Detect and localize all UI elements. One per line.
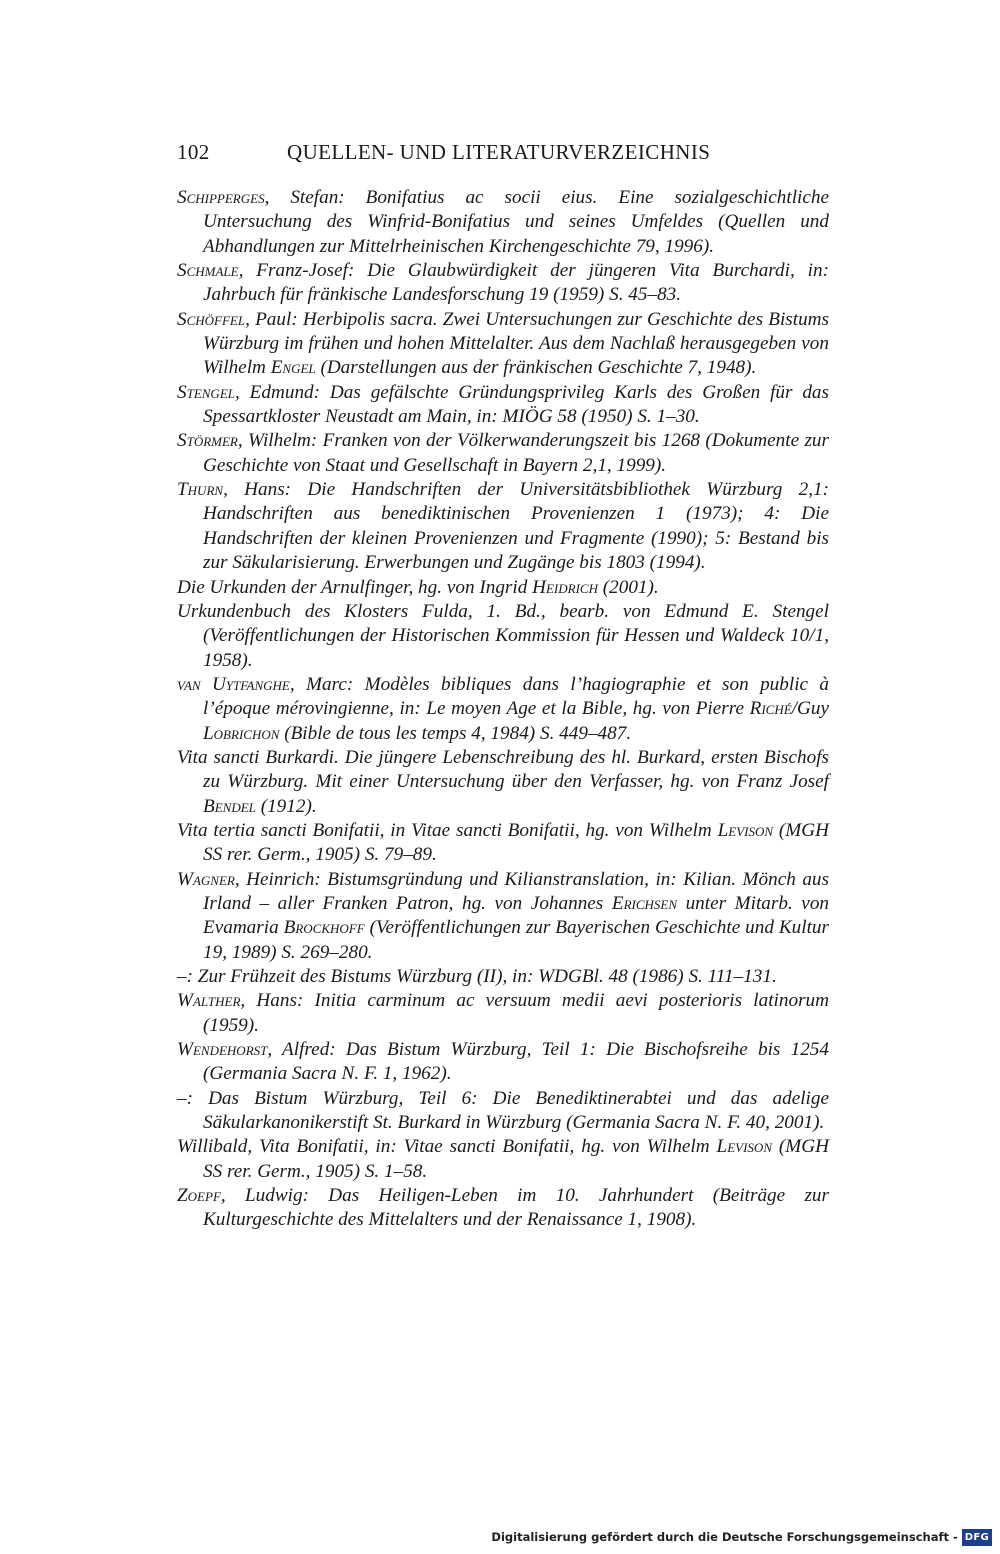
entry-text: , Ludwig: Das Heiligen-Leben im 10. Jahrhundert (Beiträge zur Kulturgeschichte des Mittelalters und der Renaissance 1, 1908).	[203, 1185, 829, 1231]
entry-text: (1912).	[255, 795, 317, 817]
running-title: QUELLEN- UND LITERATURVERZEICHNIS	[287, 140, 711, 164]
entry-author: Stengel	[177, 381, 235, 403]
bibliography-entry	[177, 308, 829, 381]
entry-author: Wagner	[177, 868, 235, 890]
entry-name: Levison	[716, 1136, 772, 1158]
entry-text: (Bible de tous les temps 4, 1984) S. 449–487.	[279, 722, 632, 744]
entry-author: Wendehorst	[177, 1039, 268, 1061]
entry-name: Bendel	[203, 795, 256, 817]
entry-name: Engel	[270, 357, 316, 379]
entry-text: –: Zur Frühzeit des Bistums Würzburg (II), in: WDGBl. 48 (1986) S. 111–131.	[177, 966, 777, 987]
bibliography-entry	[177, 1038, 829, 1087]
bibliography-entry	[177, 259, 829, 308]
entry-text: Urkundenbuch des Klosters Fulda, 1. Bd., bearb. von Edmund E. Stengel (Veröffentlichungen der Historischen Kommission für Hessen und Waldeck 10/1, 1958).	[177, 600, 829, 671]
entry-text: , Paul: Herbipolis sacra. Zwei Untersuchungen zur Geschichte des Bistums Würzburg im frühen und hohen Mittelalter. Aus dem Nachlaß herausgegeben von Wilhelm	[203, 308, 829, 379]
entry-author: Schöffel	[177, 308, 246, 330]
entry-text: (MGH SS rer. Germ., 1905) S. 1–58.	[203, 1136, 829, 1182]
bibliography-entry	[177, 746, 829, 819]
dfg-logo: DFG	[962, 1529, 992, 1546]
entry-text: (Darstellungen aus der fränkischen Geschichte 7, 1948).	[315, 357, 757, 379]
bibliography-entry	[177, 1184, 829, 1233]
entry-text: , Wilhelm: Franken von der Völkerwanderungszeit bis 1268 (Dokumente zur Geschichte von Staat und Gesellschaft in Bayern 2,1, 1999).	[203, 430, 829, 476]
bibliography-entry	[177, 429, 829, 478]
entry-text: , Marc: Modèles bibliques dans l’hagiographie et son public à l’époque mérovingienne, in: Le moyen Age et la Bible, hg. von Pierre	[203, 673, 829, 720]
bibliography-entry	[177, 186, 829, 259]
entry-text: unter Mitarb. von Evamaria	[203, 892, 830, 939]
entry-author: Zoepf	[177, 1185, 221, 1207]
entry-text: Vita sancti Burkardi. Die jüngere Lebenschreibung des hl. Burkard, ersten Bischofs zu Würzburg. Mit einer Untersuchung über den Verfasser, hg. von Franz Josef	[177, 746, 829, 793]
page-number: 102	[177, 140, 210, 164]
funding-footer	[491, 1526, 992, 1548]
bibliography-list	[177, 186, 829, 1233]
entry-name: Lobrichon	[203, 722, 280, 744]
entry-author: Walther	[177, 990, 241, 1012]
entry-text: , Hans: Die Handschriften der Universitätsbibliothek Würzburg 2,1: Handschriften aus benediktinischen Provenienzen 1 (1973); 4: Die Handschriften der kleinen Provenienzen und Fragmente (1990); 5: Bestand bis zur Säkularisierung. Erwerbungen und Zugänge bis 1803 (1994).	[203, 479, 829, 574]
entry-name: Levison	[717, 819, 774, 841]
entry-name: Riché	[749, 698, 792, 720]
page-header	[177, 140, 837, 170]
entry-text: Willibald, Vita Bonifatii, in: Vitae sancti Bonifatii, hg. von Wilhelm	[177, 1136, 717, 1158]
bibliography-entry	[177, 1135, 829, 1184]
entry-text: Vita tertia sancti Bonifatii, in Vitae sancti Bonifatii, hg. von Wilhelm	[177, 819, 718, 841]
entry-text: , Franz-Josef: Die Glaubwürdigkeit der jüngeren Vita Burchardi, in: Jahrbuch für fränkische Landesforschung 19 (1959) S. 45–83.	[203, 260, 829, 306]
bibliography-entry	[177, 381, 829, 430]
bibliography-entry	[177, 819, 829, 868]
entry-text: , Edmund: Das gefälschte Gründungsprivileg Karls des Großen für das Spessartkloster Neustadt am Main, in: MIÖG 58 (1950) S. 1–30.	[203, 381, 829, 428]
bibliography-entry	[177, 478, 829, 575]
bibliography-entry	[177, 1087, 829, 1136]
bibliography-entry	[177, 989, 829, 1038]
entry-text: Die Urkunden der Arnulfinger, hg. von Ingrid	[177, 576, 533, 598]
entry-text: –: Das Bistum Würzburg, Teil 6: Die Benediktinerabtei und das adelige Säkularkanonikerstift St. Burkard in Würzburg (Germania Sacra N. F. 40, 2001).	[177, 1087, 829, 1134]
entry-text: /Guy	[791, 698, 829, 720]
entry-text: (Veröffentlichungen zur Bayerischen Geschichte und Kultur 19, 1989) S. 269–280.	[203, 917, 829, 963]
bibliography-entry	[177, 965, 829, 989]
entry-name: Brockhoff	[283, 917, 365, 939]
entry-text: , Stefan: Bonifatius ac socii eius. Eine sozialgeschichtliche Untersuchung des Winfrid-Bonifatius und seines Umfeldes (Quellen und Abhandlungen zur Mittelrheinischen Kirchengeschichte 79, 1996).	[203, 187, 829, 257]
entry-text: , Hans: Initia carminum ac versuum medii aevi posterioris latinorum (1959).	[203, 990, 829, 1036]
entry-author: Schipperges	[177, 187, 265, 208]
entry-name: Erichsen	[611, 892, 678, 914]
entry-author: Thurn	[177, 479, 224, 501]
entry-author: Störmer	[177, 430, 238, 452]
entry-text: , Heinrich: Bistumsgründung und Kilianstranslation, in: Kilian. Mönch aus Irland – aller Franken Patron, hg. von Johannes	[203, 868, 829, 914]
entry-text: , Alfred: Das Bistum Würzburg, Teil 1: Die Bischofsreihe bis 1254 (Germania Sacra N. F. 1, 1962).	[203, 1039, 829, 1085]
entry-text: (2001).	[597, 576, 659, 598]
entry-author: Schmale	[177, 260, 239, 282]
entry-author: van Uytfanghe	[177, 673, 290, 695]
entry-name: Heidrich	[532, 576, 598, 598]
bibliography-entry	[177, 576, 829, 600]
bibliography-entry	[177, 868, 829, 965]
entry-text: (MGH SS rer. Germ., 1905) S. 79–89.	[203, 819, 829, 866]
bibliography-entry	[177, 600, 829, 673]
bibliography-entry	[177, 673, 829, 746]
funding-note: Digitalisierung gefördert durch die Deutsche Forschungsgemeinschaft -	[491, 1530, 958, 1544]
